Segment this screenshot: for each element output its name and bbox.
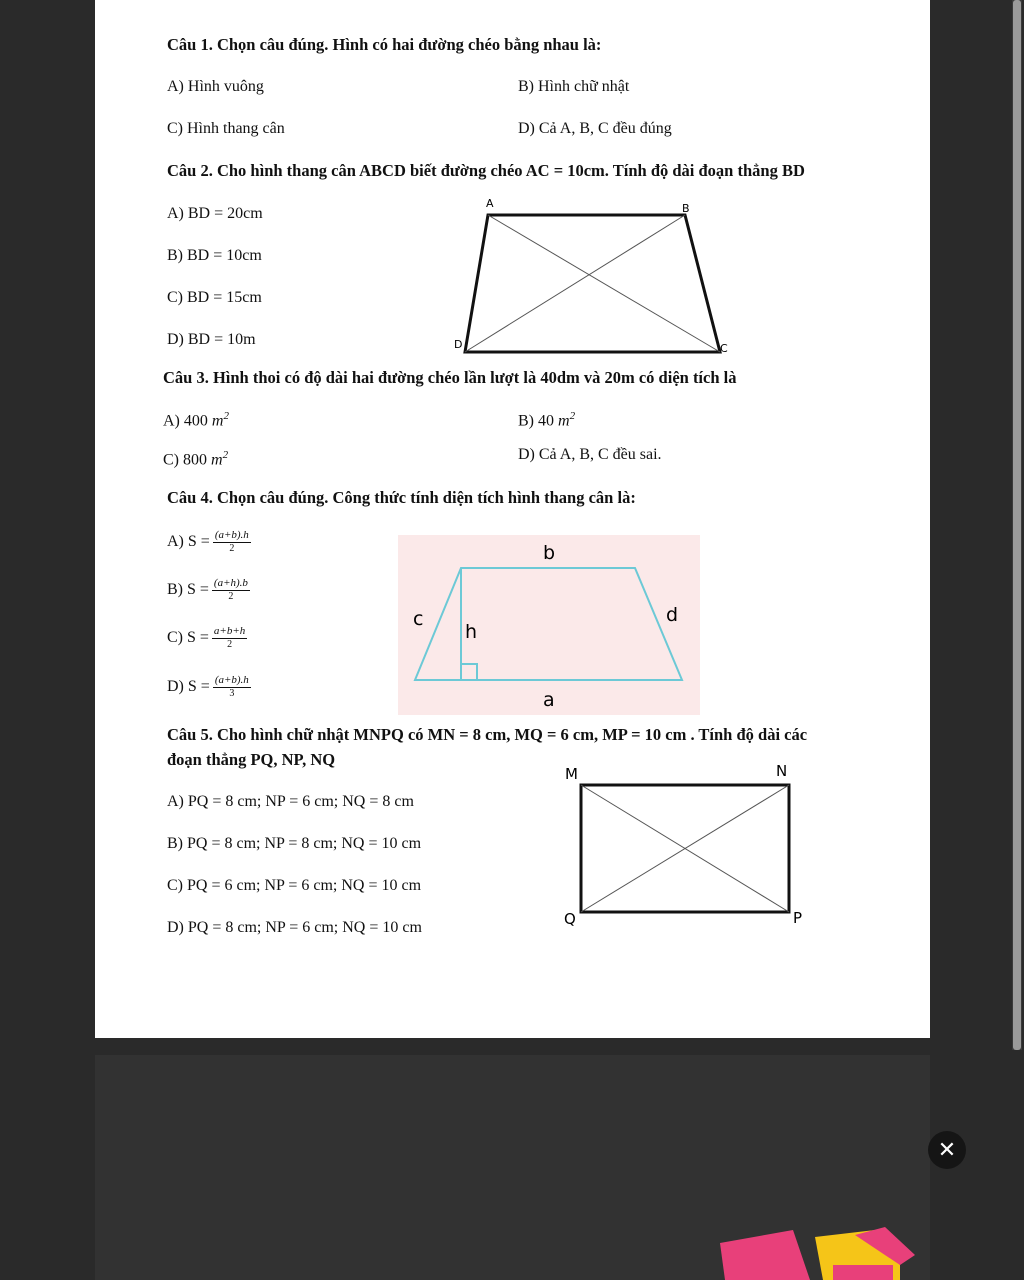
vertex-label-c: C [720,342,728,355]
scrollbar[interactable] [1012,0,1022,1050]
q5-option-b: B) PQ = 8 cm; NP = 8 cm; NQ = 10 cm [167,835,422,852]
q4-d-prefix: D) S = [167,678,210,695]
vertex-label-p: P [793,909,803,927]
q4-a-prefix: A) S = [167,533,210,550]
vertex-label-b: B [682,202,690,215]
document-page [95,0,930,1038]
q5-option-c: C) PQ = 6 cm; NP = 6 cm; NQ = 10 cm [167,877,422,894]
label-a: a [543,689,555,711]
trapezoid-abcd-diagram [450,190,750,365]
q4-b-fraction [212,577,250,603]
question-5-title: Câu 5. Cho hình chữ nhật MNPQ có MN = 8 cm, MQ = 6 cm, MP = 10 cm . Tính độ dài các [167,725,808,744]
q4-c-fraction [212,625,247,651]
q1-option-a: A) Hình vuông [167,78,264,95]
q3-option-d: D) Cả A, B, C đều sai. [518,446,662,463]
question-1-title: Câu 1. Chọn câu đúng. Hình có hai đường chéo bằng nhau là: [167,35,602,54]
label-c: c [413,608,424,630]
q1-option-d: D) Cả A, B, C đều đúng [518,120,672,137]
question-3-title: Câu 3. Hình thoi có độ dài hai đường chéo lần lượt là 40dm và 20m có diện tích là [163,368,737,387]
q4-d-denominator: 3 [229,688,235,700]
label-d: d [666,604,679,626]
vertex-label-n: N [776,762,788,780]
q2-option-c: C) BD = 15cm [167,289,262,306]
q2-option-b: B) BD = 10cm [167,247,262,264]
q4-c-prefix: C) S = [167,629,209,646]
q3-option-a [163,406,229,431]
question-4-title: Câu 4. Chọn câu đúng. Công thức tính diện tích hình thang cân là: [167,488,636,507]
q4-a-numerator: (a+b).h [214,529,249,542]
q3-b-unit: m [558,412,570,430]
q4-b-denominator: 2 [228,591,234,603]
q4-b-numerator: (a+h).b [213,577,248,590]
q3-option-b [518,406,575,431]
vertex-label-d: D [454,338,463,351]
q1-option-b: B) Hình chữ nhật [518,78,630,95]
q4-option-a [167,527,251,557]
question-5-title-cont: đoạn thẳng PQ, NP, NQ [167,750,336,769]
q4-c-numerator: a+b+h [213,625,246,638]
q3-c-unit: m [211,451,223,469]
close-button[interactable] [928,1131,966,1169]
q3-b-value: B) 40 [518,412,554,430]
q3-c-value: C) 800 [163,451,207,469]
close-icon: ✕ [937,1137,957,1163]
q3-a-exp: 2 [223,410,229,422]
q4-option-c [167,623,247,653]
q5-option-a: A) PQ = 8 cm; NP = 6 cm; NQ = 8 cm [167,793,414,810]
label-h: h [465,621,478,643]
q4-c-denominator: 2 [227,639,233,651]
trapezoid-formula-diagram [398,535,700,715]
q4-a-fraction [213,529,251,555]
decorative-sticker-icon [715,1225,955,1280]
label-b: b [543,542,556,564]
diagonal-ac [488,215,720,352]
diagonal-bd [465,215,685,352]
rectangle-mnpq-diagram [560,760,810,935]
q3-c-exp: 2 [222,449,229,461]
scrollbar-thumb[interactable] [1013,0,1021,1050]
q3-a-value: A) 400 [163,412,208,430]
q1-option-c: C) Hình thang cân [167,120,285,137]
q4-a-denominator: 2 [229,543,235,555]
q4-option-b [167,575,250,605]
vertex-label-q: Q [564,910,576,928]
q2-option-d: D) BD = 10m [167,331,256,348]
vertex-label-m: M [565,765,578,783]
question-2-title: Câu 2. Cho hình thang cân ABCD biết đường chéo AC = 10cm. Tính độ dài đoạn thẳng BD [167,161,805,180]
q2-option-a: A) BD = 20cm [167,205,263,222]
trapezoid-outline [465,215,720,352]
q4-d-numerator: (a+b).h [214,674,249,687]
q4-option-d [167,672,251,702]
q3-a-unit: m [211,412,224,430]
q3-b-exp: 2 [569,410,576,422]
q4-b-prefix: B) S = [167,581,209,598]
q3-option-c [163,445,228,470]
q5-option-d: D) PQ = 8 cm; NP = 6 cm; NQ = 10 cm [167,919,422,936]
vertex-label-a: A [486,197,494,210]
q4-d-fraction [213,674,251,700]
